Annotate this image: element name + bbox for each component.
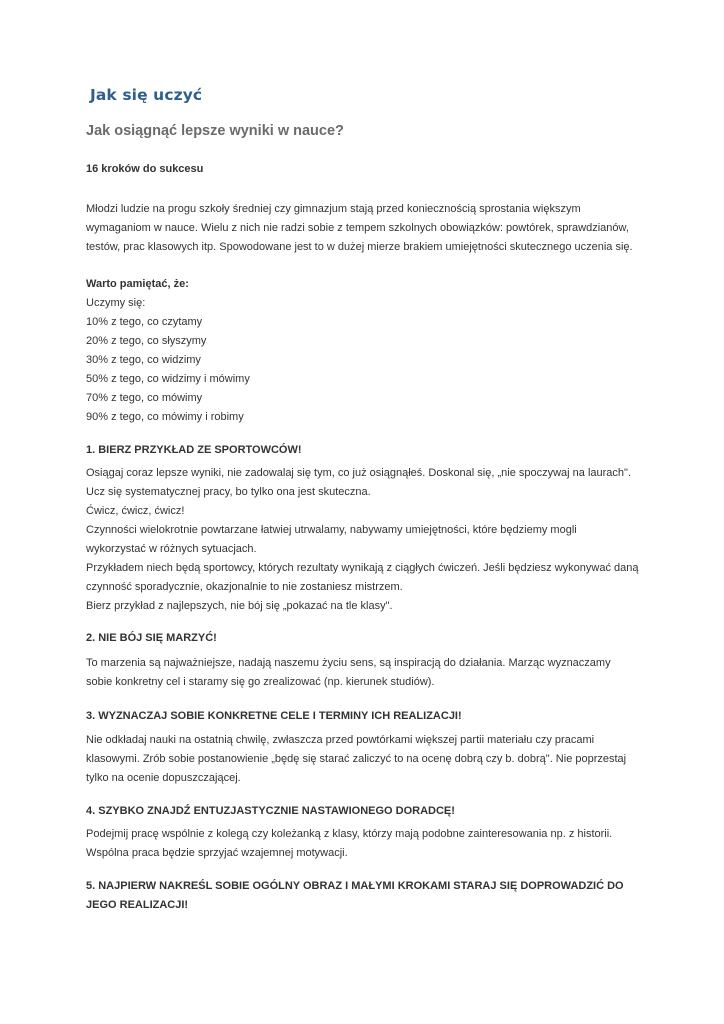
section-line: Czynności wielokrotnie powtarzane łatwiej utrwalamy, nabywamy umiejętności, które będziemy mogli: [86, 524, 577, 536]
section-line: wykorzystać w różnych sytuacjach.: [86, 543, 257, 555]
remember-item: 10% z tego, co czytamy: [86, 316, 203, 328]
remember-heading: Warto pamiętać, że:: [86, 278, 189, 290]
remember-block: [86, 275, 646, 427]
remember-item: 20% z tego, co słyszymy: [86, 335, 207, 347]
section-heading-line: 5. NAJPIERW NAKREŚL SOBIE OGÓLNY OBRAZ I MAŁYMI KROKAMI STARAJ SIĘ DOPROWADZIĆ DO: [86, 880, 624, 892]
section-1-body: [86, 464, 646, 616]
intro-line: testów, prac klasowych itp. Spowodowane jest to w dużej mierze brakiem umiejętności skutecznego uczenia się.: [86, 241, 633, 253]
section-4-body: [86, 825, 646, 863]
remember-item: 70% z tego, co mówimy: [86, 392, 203, 404]
section-line: Osiągaj coraz lepsze wyniki, nie zadowalaj się tym, co już osiągnąłeś. Doskonal się, „nie spoczywaj na laurach".: [86, 467, 631, 479]
section-line: sobie konkretny cel i staramy się go zrealizować (np. kierunek studiów).: [86, 676, 435, 688]
section-line: Podejmij pracę wspólnie z kolegą czy koleżanką z klasy, którzy mają podobne zainteresowania np. z historii.: [86, 828, 613, 840]
remember-item: 30% z tego, co widzimy: [86, 354, 201, 366]
section-3-heading: 3. WYZNACZAJ SOBIE KONKRETNE CELE I TERMINY ICH REALIZACJI!: [86, 710, 462, 722]
section-line: klasowymi. Zrób sobie postanowienie „będę się starać zaliczyć to na ocenę dobrą czy b. dobrą". Nie poprzestaj: [86, 753, 627, 765]
section-line: Ucz się systematycznej pracy, bo tylko ona jest skuteczna.: [86, 486, 371, 498]
section-heading-line: JEGO REALIZACJI!: [86, 899, 189, 911]
section-line: Bierz przykład z najlepszych, nie bój się „pokazać na tle klasy".: [86, 600, 393, 612]
section-line: tylko na ocenie dopuszczającej.: [86, 772, 241, 784]
section-line: Nie odkładaj nauki na ostatnią chwilę, zwłaszcza przed powtórkami większej partii materiału czy pracami: [86, 734, 595, 746]
intro-line: Młodzi ludzie na progu szkoły średniej czy gimnazjum stają przed koniecznością sprostania większym: [86, 203, 581, 215]
section-2-heading: 2. NIE BÓJ SIĘ MARZYĆ!: [86, 632, 217, 644]
remember-item: 50% z tego, co widzimy i mówimy: [86, 373, 250, 385]
steps-heading: 16 kroków do sukcesu: [86, 163, 204, 175]
section-line: Ćwicz, ćwicz, ćwicz!: [86, 505, 185, 517]
section-line: Przykładem niech będą sportowcy, których rezultaty wynikają z ciągłych ćwiczeń. Jeśli będziesz wykonywać daną: [86, 562, 639, 574]
section-line: czynność sporadycznie, okazjonalnie to nie zostaniesz mistrzem.: [86, 581, 403, 593]
section-line: To marzenia są najważniejsze, nadają naszemu życiu sens, są inspiracją do działania. Marząc wyznaczamy: [86, 657, 611, 669]
remember-item: 90% z tego, co mówimy i robimy: [86, 411, 244, 423]
section-3-body: [86, 731, 646, 788]
section-4-heading: 4. SZYBKO ZNAJDŹ ENTUZJASTYCZNIE NASTAWIONEGO DORADCĘ!: [86, 805, 455, 817]
remember-lead: Uczymy się:: [86, 297, 146, 309]
section-line: Wspólna praca będzie sprzyjać wzajemnej motywacji.: [86, 847, 348, 859]
document-subtitle: Jak osiągnąć lepsze wyniki w nauce?: [86, 123, 344, 139]
section-5-heading: [86, 877, 646, 915]
document-title: Jak się uczyć: [90, 86, 203, 104]
section-2-body: [86, 654, 646, 692]
intro-line: wymaganiom w nauce. Wielu z nich nie radzi sobie z tempem szkolnych obowiązków: powtórek, sprawdzianów,: [86, 222, 629, 234]
section-1-heading: 1. BIERZ PRZYKŁAD ZE SPORTOWCÓW!: [86, 444, 302, 456]
intro-paragraph: [86, 200, 646, 257]
